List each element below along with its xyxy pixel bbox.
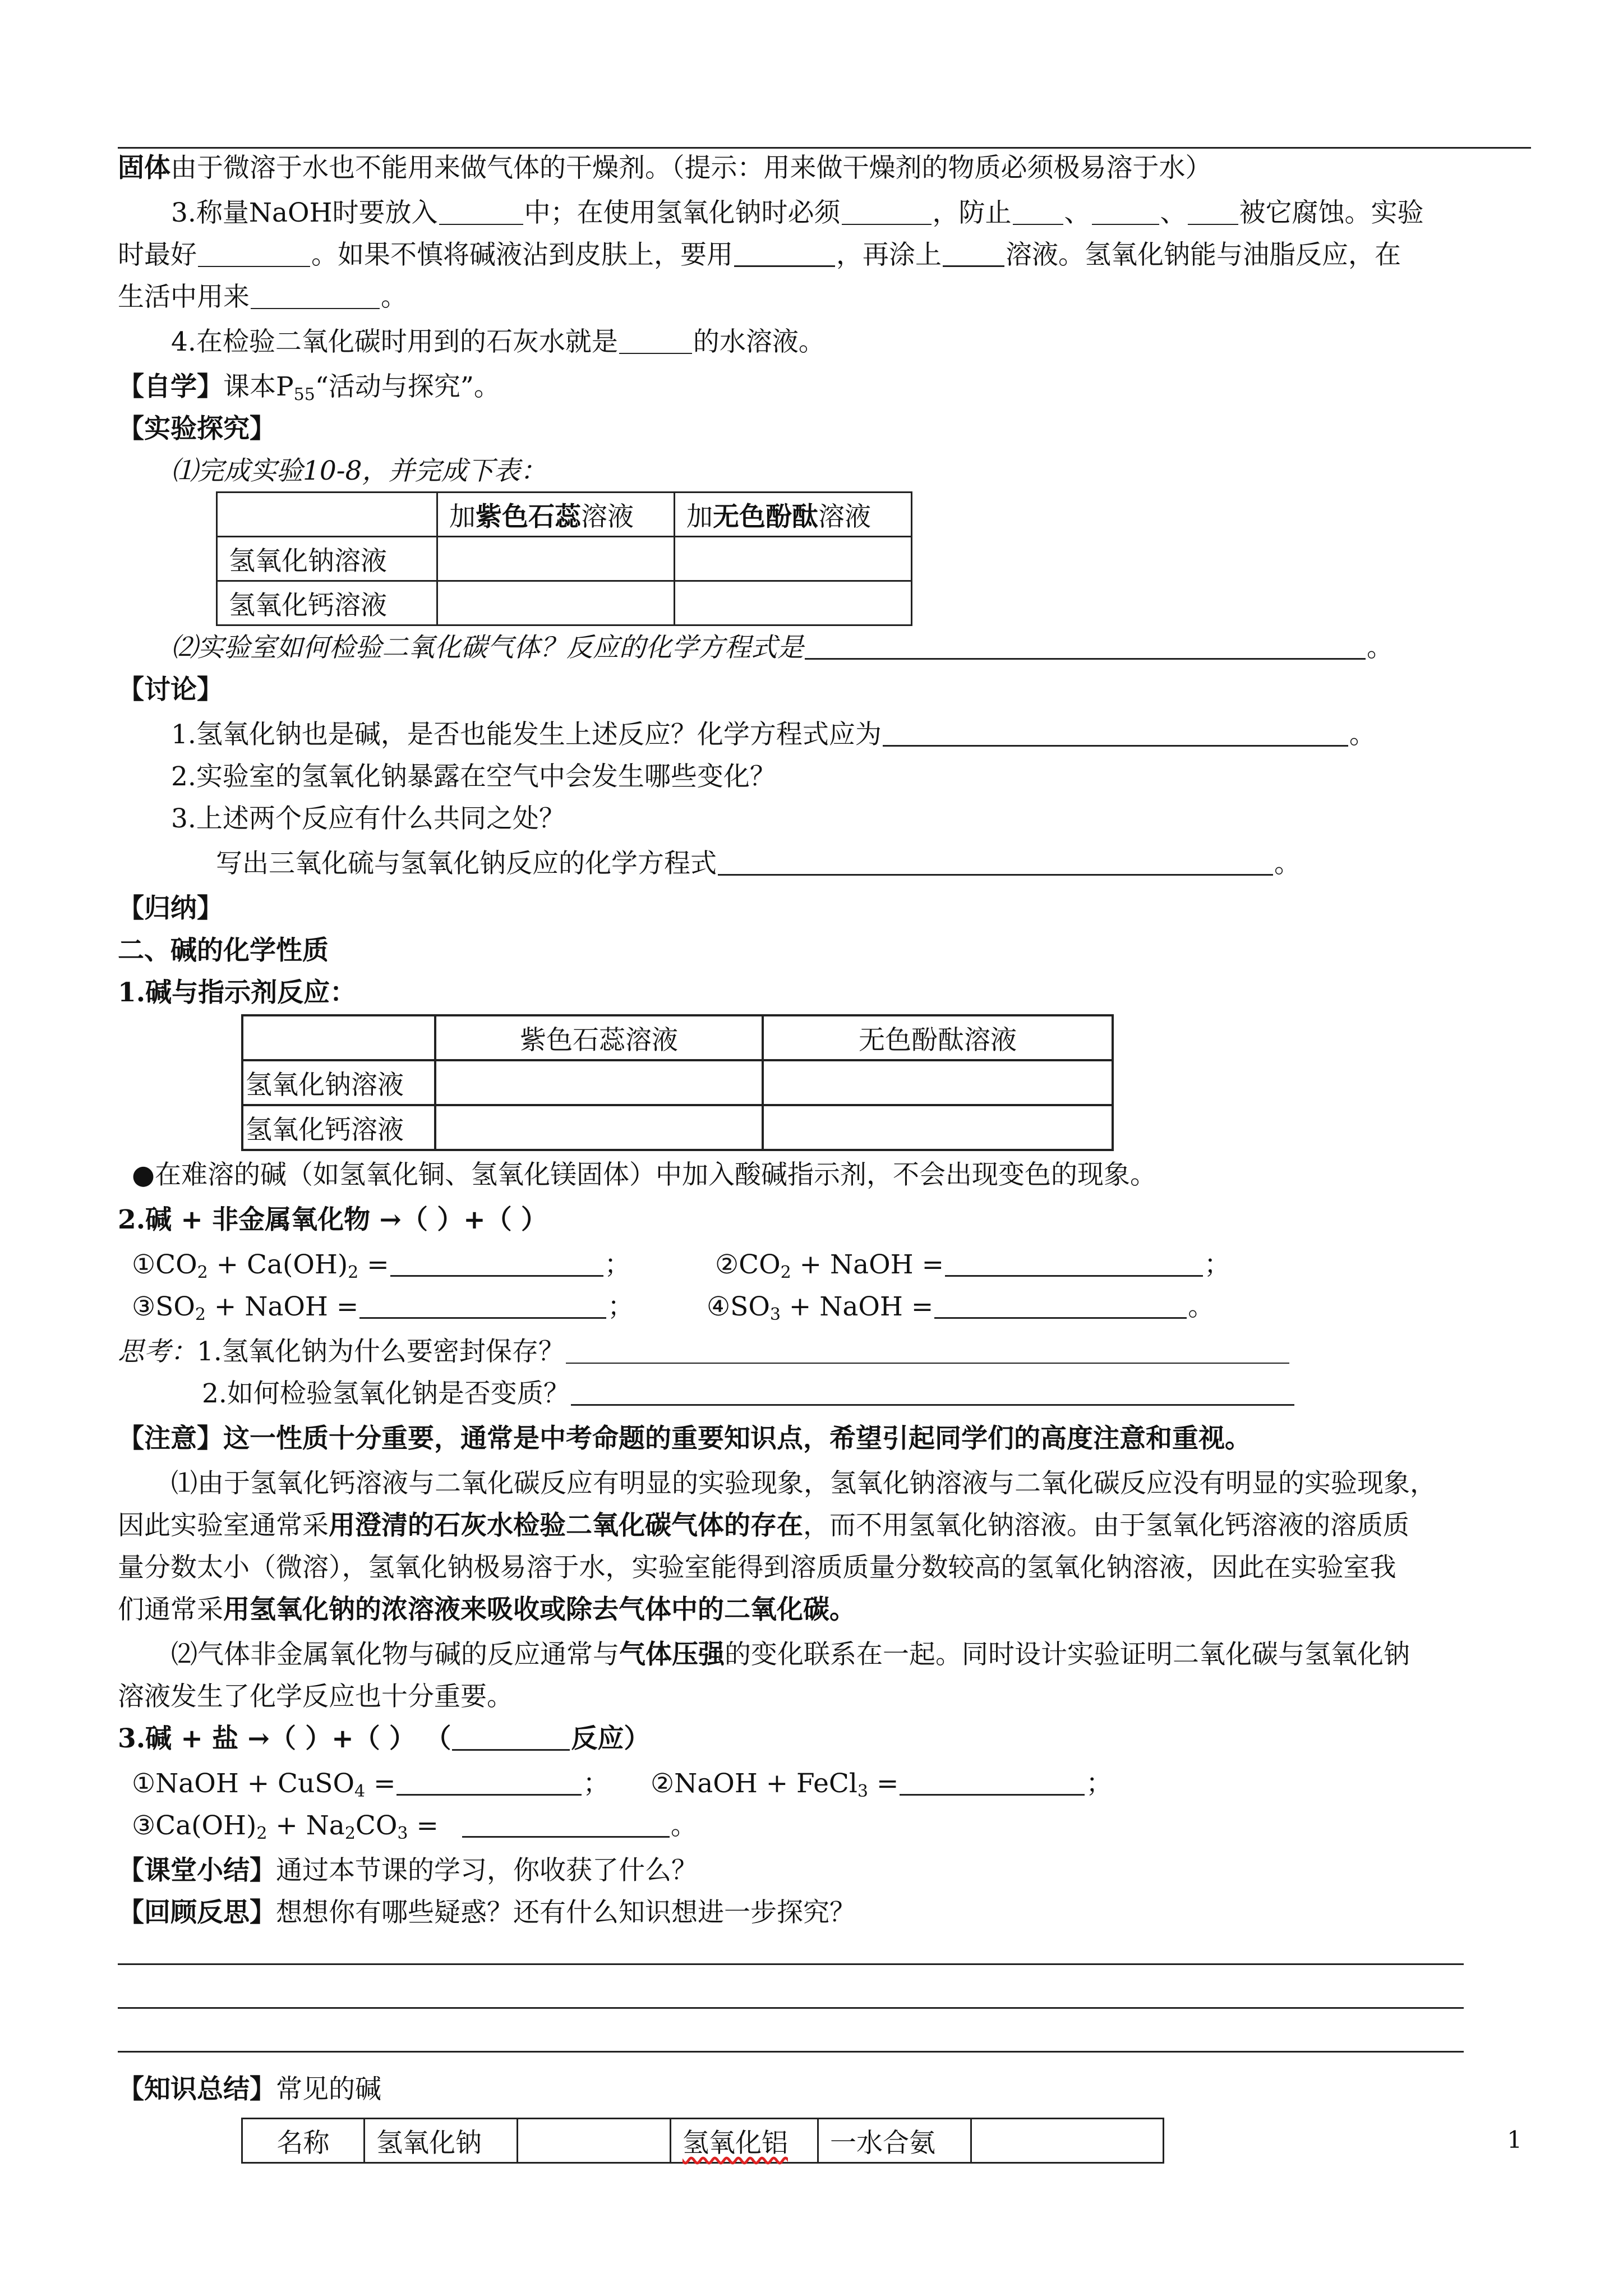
answer-cell[interactable] [675, 581, 912, 625]
note-2-line-2: 溶液发生了化学反应也十分重要。 [118, 1681, 513, 1712]
table-common-bases: 名称 氢氧化钠 氢氧化铝 一水合氨 [241, 2118, 1164, 2164]
blank[interactable] [396, 1768, 582, 1796]
table-indicators-1: 加紫色石蕊溶液 加无色酚酞溶液 氢氧化钠溶液 氢氧化钙溶液 [216, 491, 912, 626]
answer-cell[interactable] [675, 537, 912, 581]
table-indicators-2: 紫色石蕊溶液 无色酚酞溶液 氢氧化钠溶液 氢氧化钙溶液 [241, 1014, 1114, 1151]
experiment-1: ⑴完成实验10-8，并完成下表： [171, 455, 547, 486]
answer-cell[interactable] [763, 1105, 1113, 1150]
discussion-1: 1.氢氧化钠也是碱，是否也能发生上述反应？化学方程式应为 。 [171, 719, 1376, 750]
line-5: 4.在检验二氧化碳时用到的石灰水就是 的水溶液。 [171, 326, 825, 357]
class-summary: 【课堂小结】通过本节课的学习，你收获了什么？ [118, 1855, 698, 1886]
self-study-line: 【自学】课本$P_{55}“$活动与探究”。 [118, 371, 500, 404]
think-1: 思考：1.氢氧化钠为什么要密封保存？ [118, 1335, 1290, 1369]
summary-heading: 【归纳】 [118, 893, 223, 924]
note-2-line-1: ⑵气体非金属氧化物与碱的反应通常与气体压强的变化联系在一起。同时设计实验证明二氧化碳与氢氧化钠 [171, 1639, 1410, 1670]
discussion-3: 3.上述两个反应有什么共同之处？ [171, 803, 565, 834]
page-number: 1 [1507, 2126, 1522, 2154]
note-1-line-1: ⑴由于氢氧化钙溶液与二氧化碳反应有明显的实验现象，氢氧化钠溶液与二氧化碳反应没有明显的实验现象， [171, 1468, 1436, 1499]
answer-cell[interactable] [435, 1060, 763, 1105]
answer-cell[interactable] [437, 581, 675, 625]
experiment-heading: 【实验探究】 [118, 413, 276, 444]
blank[interactable] [1188, 198, 1238, 225]
blank[interactable] [1092, 198, 1159, 225]
attention-line: 【注意】这一性质十分重要，通常是中考命题的重要知识点，希望引起同学们的高度注意和重视。 [118, 1423, 1251, 1454]
answer-cell[interactable] [518, 2119, 671, 2163]
answer-cell[interactable] [971, 2119, 1164, 2163]
section-2-title: 二、碱的化学性质 [118, 935, 329, 966]
top-rule [118, 147, 1531, 149]
line-4: 生活中用来 。 [118, 282, 407, 312]
blank[interactable] [900, 1768, 1085, 1796]
point-1: 1.碱与指示剂反应： [118, 977, 357, 1008]
salt-eq-3: $③Ca(OH)_2 + Na_2CO_3$ = 。 [132, 1810, 697, 1843]
note-1-line-2: 因此实验室通常采用澄清的石灰水检验二氧化碳气体的存在，而不用氢氧化钠溶液。由于氢氧化钙溶液的溶质质 [118, 1510, 1409, 1541]
discussion-heading: 【讨论】 [118, 674, 223, 705]
blank[interactable] [439, 198, 523, 225]
blank[interactable] [619, 327, 692, 354]
blank[interactable] [359, 1291, 606, 1319]
answer-line[interactable] [118, 2007, 1464, 2009]
blank[interactable] [734, 240, 835, 267]
blank[interactable] [1013, 198, 1063, 225]
blank[interactable] [883, 719, 1348, 747]
discussion-4: 写出三氧化硫与氢氧化钠反应的化学方程式 。 [216, 848, 1301, 879]
equation-3: $③SO_2$ + NaOH = ； [132, 1291, 634, 1324]
equation-1: $①CO_2 + Ca(OH)_2$ = ； [132, 1249, 631, 1282]
blank[interactable] [198, 240, 310, 267]
blank[interactable] [943, 240, 1004, 267]
blank[interactable] [566, 1337, 1289, 1364]
blank[interactable] [805, 632, 1366, 660]
blank[interactable] [842, 198, 932, 225]
think-2: 2.如何检验氢氧化钠是否变质？ [202, 1377, 1295, 1411]
reflection: 【回顾反思】想想你有哪些疑惑？还有什么知识想进一步探究？ [118, 1897, 856, 1928]
point-2: 2.碱 + 非金属氧化物 →（ ）+（ ） [118, 1204, 548, 1235]
answer-cell[interactable] [763, 1060, 1113, 1105]
blank[interactable] [718, 848, 1273, 876]
point-3: 3.碱 + 盐 →（ ）+（ ） （ 反应） [118, 1723, 651, 1754]
blank[interactable] [251, 282, 380, 309]
salt-eq-2: ②NaOH + FeCl$_3$ = ； [651, 1768, 1113, 1801]
line-1: 固体由于微溶于水也不能用来做气体的干燥剂。（提示：用来做干燥剂的物质必须极易溶于水） [118, 153, 1212, 183]
note-1-line-3: 量分数太小（微溶），氢氧化钠极易溶于水，实验室能得到溶质质量分数较高的氢氧化钠溶液，因此在实验室我 [118, 1552, 1396, 1583]
bullet-note: ●在难溶的碱（如氢氧化铜、氢氧化镁固体）中加入酸碱指示剂，不会出现变色的现象。 [132, 1159, 1157, 1190]
salt-eq-1: ①NaOH + CuSO$_4$ = ； [132, 1768, 610, 1801]
blank[interactable] [945, 1249, 1203, 1277]
answer-line[interactable] [118, 1963, 1464, 1965]
equation-4: $④SO_3$ + NaOH = 。 [707, 1291, 1215, 1324]
blank[interactable] [571, 1378, 1294, 1406]
line-2: 3.称量NaOH时要放入 中；在使用氢氧化钠时必须 ，防止 、 、 被它腐蚀。实验 [171, 197, 1424, 228]
equation-2: $②CO_2$ + NaOH = ； [715, 1249, 1230, 1282]
blank[interactable] [390, 1249, 603, 1277]
blank[interactable] [452, 1723, 570, 1751]
knowledge-summary: 【知识总结】常见的碱 [118, 2074, 381, 2105]
blank[interactable] [934, 1291, 1187, 1319]
answer-cell[interactable] [437, 537, 675, 581]
experiment-2: ⑵实验室如何检验二氧化碳气体？反应的化学方程式是 。 [171, 632, 1393, 663]
discussion-2: 2.实验室的氢氧化钠暴露在空气中会发生哪些变化？ [171, 761, 776, 792]
answer-cell[interactable] [435, 1105, 763, 1150]
bold-solid: 固体 [118, 153, 170, 183]
blank[interactable] [462, 1810, 670, 1838]
answer-line[interactable] [118, 2051, 1464, 2053]
line-3: 时最好 。如果不慎将碱液沾到皮肤上，要用 ，再涂上 溶液。氢氧化钠能与油脂反应，在 [118, 240, 1401, 270]
note-1-line-4: 们通常采用氢氧化钠的浓溶液来吸收或除去气体中的二氧化碳。 [118, 1594, 856, 1625]
